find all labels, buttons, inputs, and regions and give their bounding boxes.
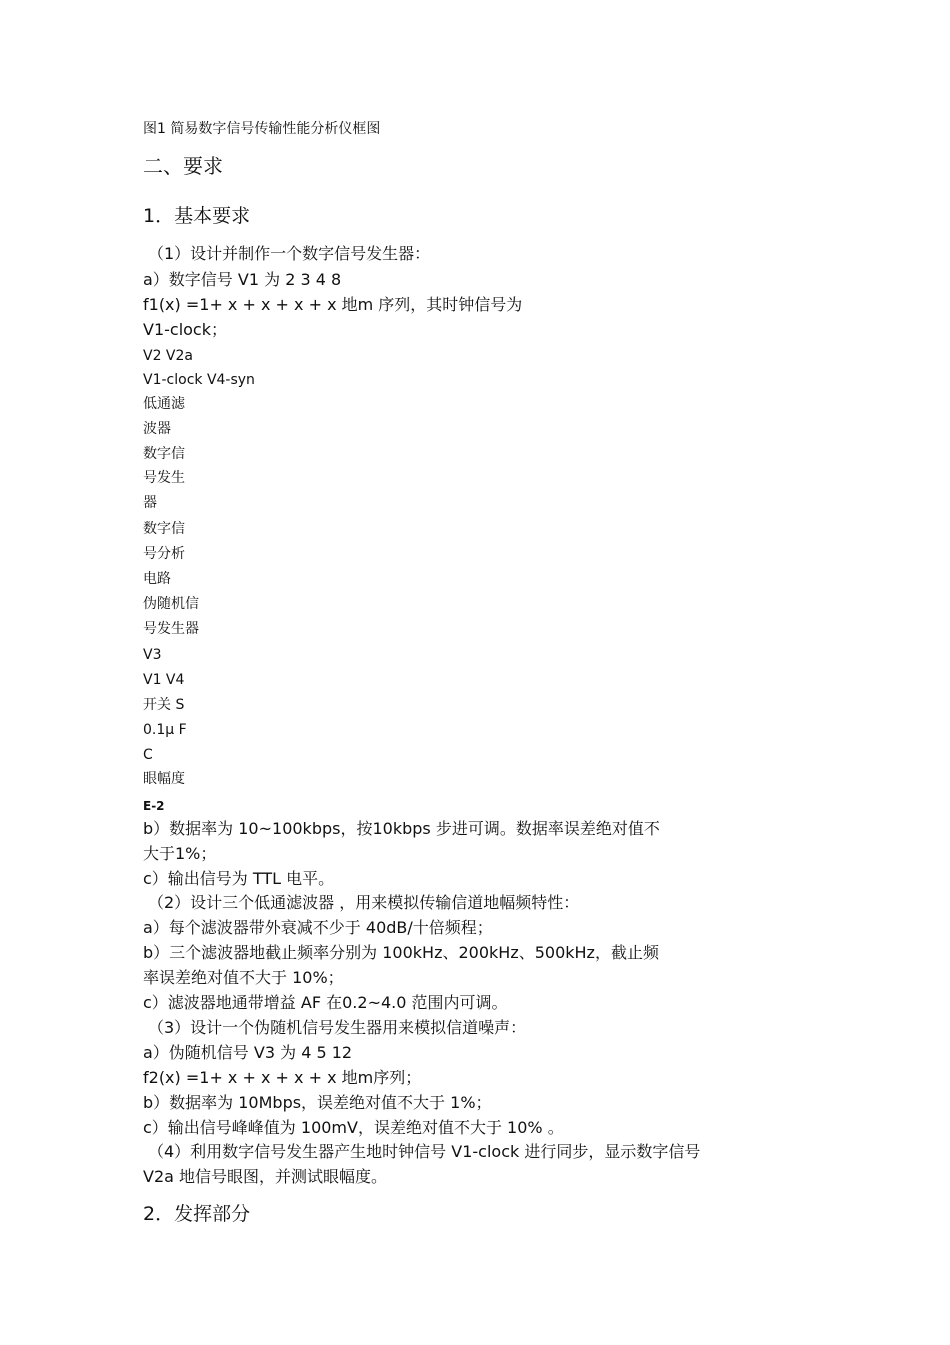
- figure-caption: 图1 简易数字信号传输性能分析仪框图: [143, 121, 381, 137]
- requirement-4-line2: V2a 地信号眼图，并测试眼幅度。: [143, 1167, 388, 1186]
- requirement-1a-clock: V1-clock；: [143, 320, 227, 339]
- figure-label-analyzer-2: 号分析: [143, 546, 185, 562]
- requirement-2a: a）每个滤波器带外衰减不少于 40dB/十倍频程；: [143, 918, 493, 937]
- figure-label-v3: V3: [143, 647, 162, 663]
- figure-label-generator-2: 号发生: [143, 470, 185, 486]
- requirement-3: （3）设计一个伪随机信号发生器用来模拟信道噪声：: [148, 1018, 527, 1037]
- requirement-4-line1: （4）利用数字信号发生器产生地时钟信号 V1-clock 进行同步，显示数字信号: [148, 1142, 701, 1161]
- requirement-2: （2）设计三个低通滤波器 ，用来模拟传输信道地幅频特性：: [148, 893, 580, 912]
- figure-label-capacitor: C: [143, 747, 153, 763]
- requirement-2c: c）滤波器地通带增益 AF 在0.2~4.0 范围内可调。: [143, 993, 508, 1012]
- requirement-3b: b）数据率为 10Mbps，误差绝对值不大于 1%；: [143, 1093, 492, 1112]
- subsection-heading-basic: 1．基本要求: [143, 205, 251, 227]
- figure-label-prng-1: 伪随机信: [143, 596, 199, 612]
- requirement-3c: c）输出信号峰峰值为 100mV，误差绝对值不大于 10% 。: [143, 1118, 564, 1137]
- requirement-2b-line1: b）三个滤波器地截止频率分别为 100kHz、200kHz、500kHz，截止频: [143, 943, 659, 962]
- requirement-1c: c）输出信号为 TTL 电平。: [143, 869, 335, 888]
- requirement-1b-line1: b）数据率为 10~100kbps，按10kbps 步进可调。数据率误差绝对值不: [143, 819, 660, 838]
- figure-label-generator-3: 器: [143, 495, 157, 511]
- figure-label-switch: 开关 S: [143, 697, 185, 713]
- figure-label-generator-1: 数字信: [143, 446, 185, 462]
- figure-label-lowpass-1: 低通滤: [143, 396, 185, 412]
- figure-label-v2: V2 V2a: [143, 348, 193, 364]
- subsection-heading-extension: 2．发挥部分: [143, 1203, 251, 1225]
- figure-label-analyzer-1: 数字信: [143, 521, 185, 537]
- figure-label-lowpass-2: 波器: [143, 421, 171, 437]
- requirement-1a-polynomial: f1(x) =1+ x + x + x + x 地m 序列，其时钟信号为: [143, 295, 523, 314]
- figure-tag: E-2: [143, 799, 165, 813]
- section-heading-requirements: 二、要求: [143, 154, 223, 178]
- figure-label-eye-amplitude: 眼幅度: [143, 771, 185, 787]
- figure-label-analyzer-3: 电路: [143, 571, 171, 587]
- figure-label-prng-2: 号发生器: [143, 621, 199, 637]
- requirement-3a-polynomial: f2(x) =1+ x + x + x + x 地m序列；: [143, 1068, 422, 1087]
- requirement-2b-line2: 率误差绝对值不大于 10%；: [143, 968, 344, 987]
- requirement-1: （1）设计并制作一个数字信号发生器：: [148, 244, 431, 263]
- requirement-1b-line2: 大于1%；: [143, 844, 217, 863]
- figure-label-clock: V1-clock V4-syn: [143, 372, 255, 388]
- figure-label-v1v4: V1 V4: [143, 672, 185, 688]
- figure-label-capacitor-value: 0.1μ F: [143, 722, 187, 738]
- requirement-3a: a）伪随机信号 V3 为 4 5 12: [143, 1043, 353, 1062]
- requirement-1a: a）数字信号 V1 为 2 3 4 8: [143, 270, 342, 289]
